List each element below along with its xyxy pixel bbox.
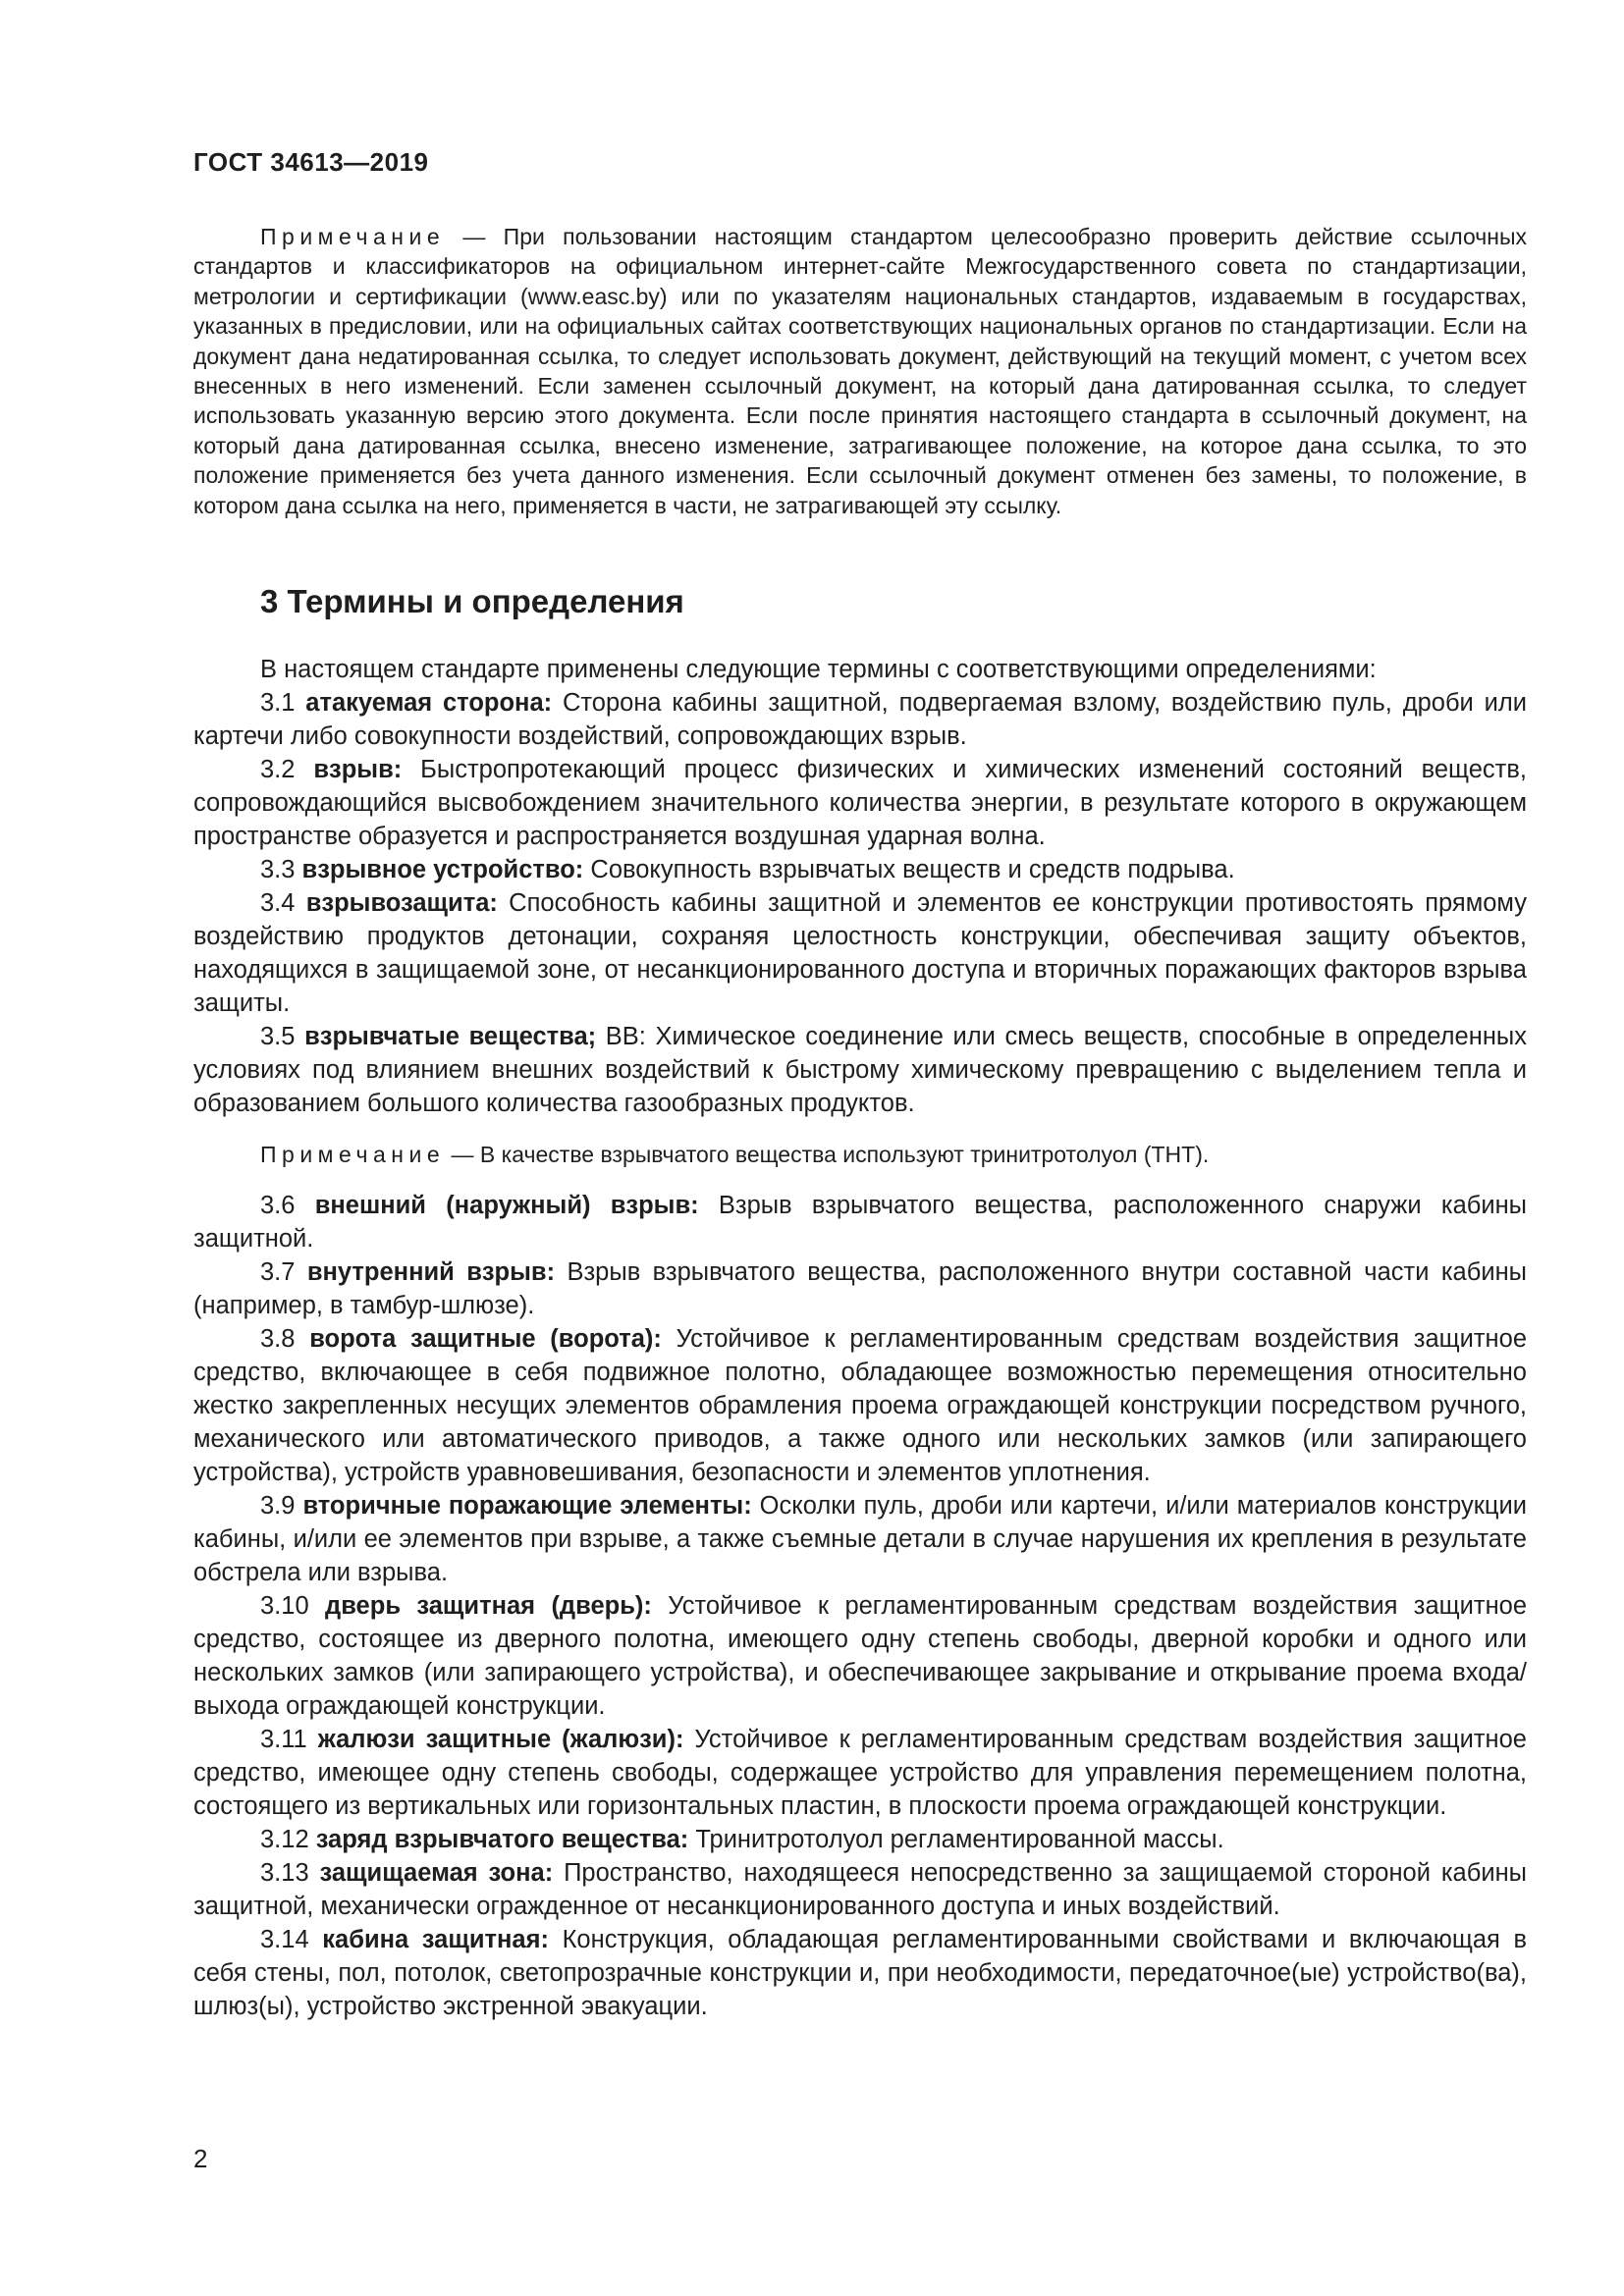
term-number: 3.14 <box>260 1926 323 1953</box>
term-number: 3.3 <box>260 856 302 883</box>
note-text: — При пользовании настоящим стандартом целесообразно проверить действие ссылочных стандартов и классификаторов на официальном интернет-сайте Межгосударственного совета по стандартизации, метрологии и сертификации (www.easc.by) или по указателям национальных стандартов, издаваемым в государствах, указанных в предисловии, или на официальных сайтах соответствующих национальных органов по стандартизации. Если на документ дана недатированная ссылка, то следует использовать документ, действующий на текущий момент, с учетом всех внесенных в него изменений. Если заменен ссылочный документ, на который дана датированная ссылка, то следует использовать указанную версию этого документа. Если после принятия настоящего стандарта в ссылочный документ, на который дана датированная ссылка, внесено изменение, затрагивающее положение, на которое дана ссылка, то это положение применяется без учета данного изменения. Если ссылочный документ отменен без замены, то положение, в котором дана ссылка на него, применяется в части, не затрагивающей эту ссылку. <box>193 224 1527 518</box>
term-entry <box>193 753 1527 853</box>
term-number: 3.12 <box>260 1826 316 1853</box>
note-text: — В качестве взрывчатого вещества используют тринитротолуол (ТНТ). <box>445 1142 1210 1167</box>
term-name: взрыв: <box>313 756 403 783</box>
term-definition: Совокупность взрывчатых веществ и средств подрыва. <box>583 856 1235 883</box>
term-number: 3.1 <box>260 689 306 717</box>
term-number: 3.9 <box>260 1492 303 1520</box>
note-paragraph <box>193 222 1527 520</box>
term-entry <box>193 686 1527 753</box>
term-name: кабина защитная: <box>322 1926 549 1953</box>
term-entry <box>193 1856 1527 1923</box>
term-entry <box>193 1255 1527 1322</box>
term-name: дверь защитная (дверь): <box>325 1592 652 1620</box>
term-name: вторичные поражающие элементы: <box>302 1492 752 1520</box>
term-definition: Устойчивое к регламентированным средствам воздействия защитное средство, состоящее из дверного полотна, имеющего одну степень свободы, дверной коробки и одного или нескольких замков (или запирающего устройства), и обеспечивающее закрывание и открывание проема входа/выхода ограждающей конструкции. <box>193 1592 1528 1720</box>
term-number: 3.10 <box>260 1592 326 1620</box>
term-entry <box>193 1489 1527 1589</box>
term-definition: Взрыв взрывчатого вещества, расположенного снаружи кабины защитной. <box>193 1192 1528 1253</box>
term-definition: Осколки пуль, дроби или картечи, и/или материалов конструкции кабины, и/или ее элементов при взрыве, а также съемные детали в случае нарушения их крепления в результате обстрела или взрыва. <box>193 1492 1527 1586</box>
term-entry <box>193 1020 1527 1120</box>
term-entry <box>193 1823 1527 1856</box>
term-definition: Быстропротекающий процесс физических и химических изменений состояний веществ, сопровождающийся высвобождением значительного количества энергии, в результате которого в окружающем пространстве образуется и распространяется воздушная ударная волна. <box>193 756 1527 850</box>
term-name: взрывчатые вещества; <box>304 1023 597 1050</box>
term-name: заряд взрывчатого вещества: <box>315 1826 689 1853</box>
term-definition: Способность кабины защитной и элементов ее конструкции противостоять прямому воздействию продуктов детонации, сохраняя целостность конструкции, обеспечивая защиту объектов, находящихся в защищаемой зоне, от несанкционированного доступа и вторичных поражающих факторов взрыва защиты. <box>193 889 1527 1017</box>
term-name: взрывное устройство: <box>301 856 584 883</box>
term-definition: Устойчивое к регламентированным средствам воздействия защитное средство, имеющее одну степень свободы, содержащее устройство для управления перемещением полотна, состоящего из вертикальных или горизонтальных пластин, в плоскости проема ограждающей конструкции. <box>193 1726 1527 1820</box>
term-definition: Конструкция, обладающая регламентированными свойствами и включающая в себя стены, пол, потолок, светопрозрачные конструкции и, при необходимости, передаточное(ые) устройство(ва), шлюз(ы), устройство экстренной эвакуации. <box>193 1926 1527 2020</box>
term-number: 3.13 <box>260 1859 320 1887</box>
terms-list <box>193 653 1527 2023</box>
term-number: 3.11 <box>260 1726 318 1753</box>
term-entry <box>193 1189 1527 1255</box>
term-definition: ВВ: Химическое соединение или смесь веществ, способные в определенных условиях под влиянием внешних воздействий к быстрому химическому превращению с выделением тепла и образованием большого количества газообразных продуктов. <box>193 1023 1527 1117</box>
term-entry <box>193 1923 1527 2023</box>
term-definition: Сторона кабины защитной, подвергаемая взлому, воздействию пуль, дроби или картечи либо совокупности воздействий, сопровождающих взрыв. <box>193 689 1527 750</box>
section-intro: В настоящем стандарте применены следующие термины с соответствующими определениями: <box>260 656 1377 683</box>
term-name: взрывозащита: <box>305 889 498 917</box>
term-name: защищаемая зона: <box>319 1859 554 1887</box>
term-definition: Устойчивое к регламентированным средствам воздействия защитное средство, включающее в себя подвижное полотно, обладающее возможностью перемещения относительно жестко закрепленных несущих элементов обрамления проема ограждающей конструкции посредством ручного, механического или автоматического приводов, а также одного или нескольких замков (или запирающего устройства), устройств уравновешивания, безопасности и элементов уплотнения. <box>193 1325 1527 1486</box>
term-number: 3.2 <box>260 756 314 783</box>
term-entry <box>193 1723 1527 1823</box>
section-title: 3 Термины и определения <box>260 583 684 619</box>
term-note <box>193 1138 1527 1171</box>
term-entry <box>193 853 1527 886</box>
term-number: 3.7 <box>260 1258 307 1286</box>
term-number: 3.6 <box>260 1192 315 1219</box>
term-entry <box>193 886 1527 1020</box>
term-number: 3.8 <box>260 1325 310 1353</box>
page-number: 2 <box>193 2144 208 2173</box>
term-number: 3.5 <box>260 1023 305 1050</box>
note-label: Примечание <box>260 224 446 249</box>
term-name: ворота защитные (ворота): <box>309 1325 662 1353</box>
term-definition: Взрыв взрывчатого вещества, расположенного внутри составной части кабины (например, в тамбур-шлюзе). <box>193 1258 1527 1319</box>
term-entry <box>193 1322 1527 1489</box>
document-header: ГОСТ 34613—2019 <box>193 147 429 177</box>
term-name: атакуемая сторона: <box>305 689 553 717</box>
term-definition: Пространство, находящееся непосредственно за защищаемой стороной кабины защитной, механически огражденное от несанкционированного доступа и иных воздействий. <box>193 1859 1527 1920</box>
term-definition: Тринитротолуол регламентированной массы. <box>688 1826 1224 1853</box>
term-name: жалюзи защитные (жалюзи): <box>317 1726 684 1753</box>
note-label: Примечание <box>260 1142 446 1167</box>
term-entry <box>193 1589 1527 1723</box>
term-name: внешний (наружный) взрыв: <box>314 1192 699 1219</box>
term-name: внутренний взрыв: <box>306 1258 556 1286</box>
term-number: 3.4 <box>260 889 306 917</box>
